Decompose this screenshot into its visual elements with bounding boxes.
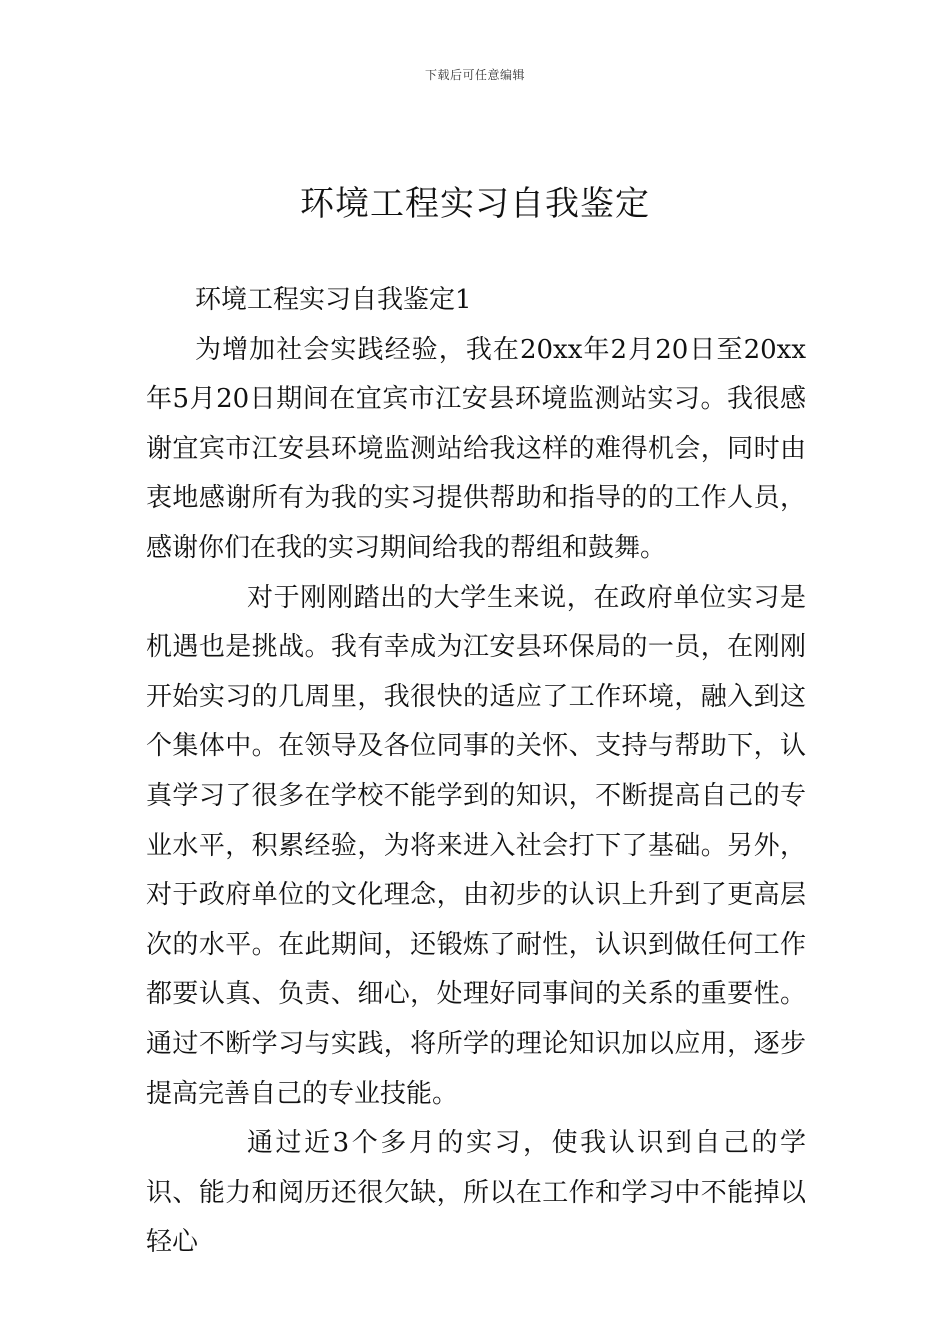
document-body xyxy=(146,276,806,1268)
paragraph-2: 对于刚刚踏出的大学生来说，在政府单位实习是机遇也是挑战。我有幸成为江安县环保局的一员，在刚刚开始实习的几周里，我很快的适应了工作环境，融入到这个集体中。在领导及各位同事的关怀、支持与帮助下，认真学习了很多在学校不能学到的知识，不断提高自己的专业水平，积累经验，为将来进入社会打下了基础。另外，对于政府单位的文化理念，由初步的认识上升到了更高层次的水平。在此期间，还锻炼了耐性，认识到做任何工作都要认真、负责、细心，处理好同事间的关系的重要性。通过不断学习与实践，将所学的理论知识加以应用，逐步提高完善自己的专业技能。 xyxy=(146,582,806,1109)
paragraph-1: 为增加社会实践经验，我在20xx年2月20日至20xx年5月20日期间在宜宾市江安县环境监测站实习。我很感谢宜宾市江安县环境监测站给我这样的难得机会，同时由衷地感谢所有为我的实习提供帮助和指导的的工作人员，感谢你们在我的实习期间给我的帮组和鼓舞。 xyxy=(146,334,806,563)
section-subheading: 环境工程实习自我鉴定1 xyxy=(195,285,472,315)
document-title: 环境工程实习自我鉴定 xyxy=(300,184,650,224)
header-note: 下载后可任意编辑 xyxy=(424,68,525,82)
paragraph-3: 通过近3个多月的实习，使我认识到自己的学识、能力和阅历还很欠缺，所以在工作和学习中不能掉以轻心 xyxy=(146,1128,806,1258)
